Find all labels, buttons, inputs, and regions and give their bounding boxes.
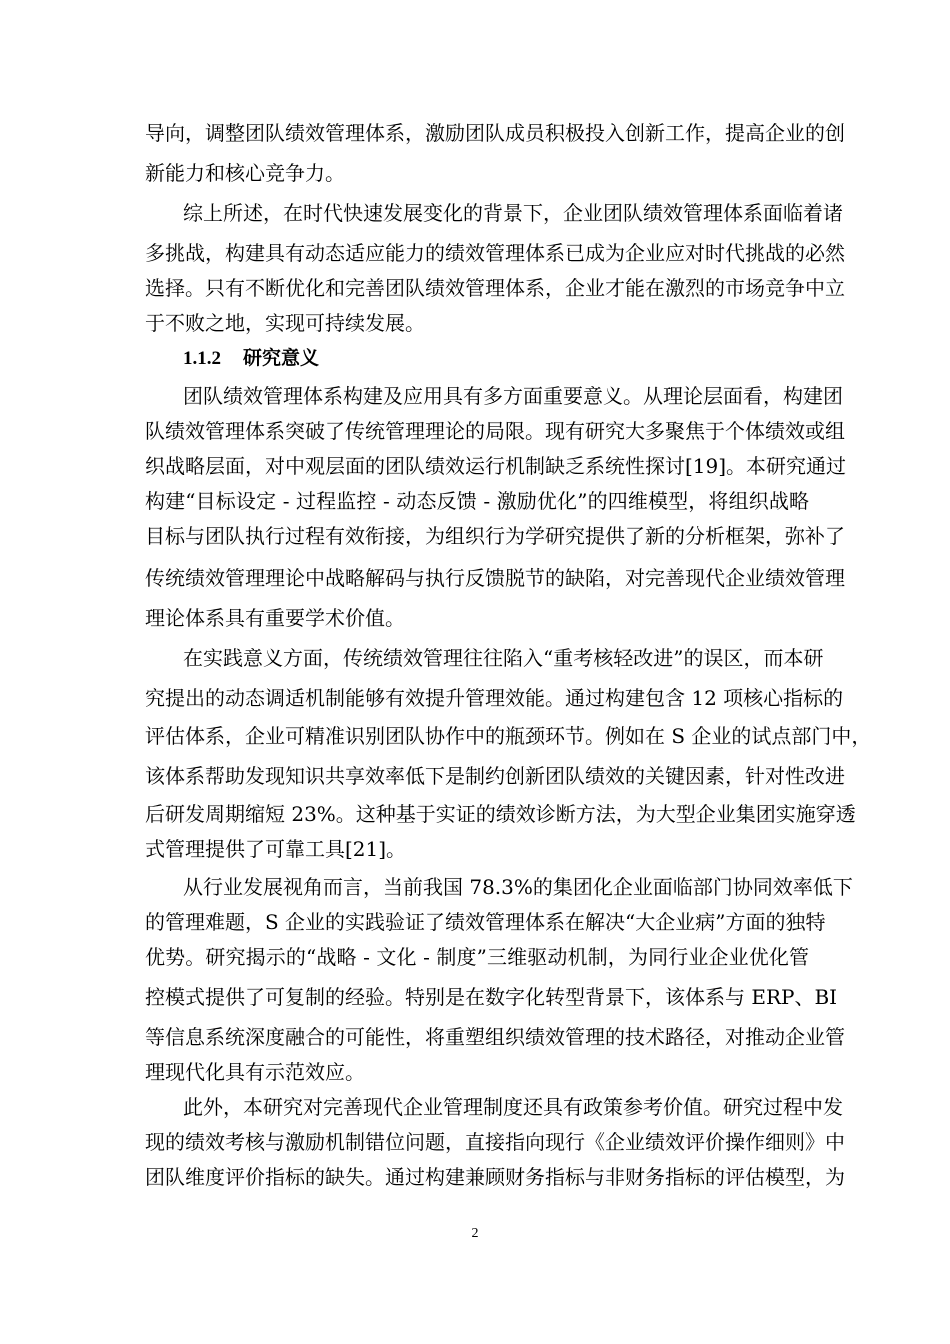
paragraph-line: 多挑战，构建具有动态适应能力的绩效管理体系已成为企业应对时代挑战的必然 <box>145 241 845 265</box>
paragraph-line: 式管理提供了可靠工具[21]。 <box>145 837 407 861</box>
paragraph-line: 导向，调整团队绩效管理体系，激励团队成员积极投入创新工作，提高企业的创 <box>145 121 845 145</box>
paragraph-line: 传统绩效管理理论中战略解码与执行反馈脱节的缺陷，对完善现代企业绩效管理 <box>145 566 845 590</box>
paragraph-line: 等信息系统深度融合的可能性，将重塑组织绩效管理的技术路径，对推动企业管 <box>145 1025 845 1049</box>
section-number: 1.1.2 <box>183 348 221 369</box>
paragraph-line: 构建“目标设定 - 过程监控 - 动态反馈 - 激励优化”的四维模型，将组织战略 <box>145 489 809 513</box>
paragraph-line: 目标与团队执行过程有效衔接，为组织行为学研究提供了新的分析框架，弥补了 <box>145 524 845 548</box>
paragraph-line: 后研发周期缩短 23%。这种基于实证的绩效诊断方法，为大型企业集团实施穿透 <box>145 802 856 826</box>
paragraph-line: 综上所述，在时代快速发展变化的背景下，企业团队绩效管理体系面临着诸 <box>183 201 843 225</box>
paragraph-line: 织战略层面，对中观层面的团队绩效运行机制缺乏系统性探讨[19]。本研究通过 <box>145 454 847 478</box>
paragraph-line: 团队维度评价指标的缺失。通过构建兼顾财务指标与非财务指标的评估模型，为 <box>145 1165 845 1189</box>
section-title: 研究意义 <box>243 347 320 369</box>
paragraph-line: 从行业发展视角而言，当前我国 78.3%的集团化企业面临部门协同效率低下 <box>183 875 853 899</box>
paragraph-line: 现的绩效考核与激励机制错位问题，直接指向现行《企业绩效评价操作细则》中 <box>145 1130 845 1154</box>
paragraph-line: 此外，本研究对完善现代企业管理制度还具有政策参考价值。研究过程中发 <box>183 1095 843 1119</box>
paragraph-line: 团队绩效管理体系构建及应用具有多方面重要意义。从理论层面看，构建团 <box>183 384 843 408</box>
paragraph-line: 新能力和核心竞争力。 <box>145 161 345 185</box>
paragraph-line: 该体系帮助发现知识共享效率低下是制约创新团队绩效的关键因素，针对性改进 <box>145 764 845 788</box>
paragraph-line: 选择。只有不断优化和完善团队绩效管理体系，企业才能在激烈的市场竞争中立 <box>145 276 845 300</box>
paragraph-line: 评估体系，企业可精准识别团队协作中的瓶颈环节。例如在 S 企业的试点部门中， <box>145 724 872 748</box>
paragraph-line: 于不败之地，实现可持续发展。 <box>145 311 425 335</box>
paragraph-line: 优势。研究揭示的“战略 - 文化 - 制度”三维驱动机制，为同行业企业优化管 <box>145 945 809 969</box>
paragraph-line: 理现代化具有示范效应。 <box>145 1060 365 1084</box>
page-number: 2 <box>471 1226 479 1241</box>
paragraph-line: 在实践意义方面，传统绩效管理往往陷入“重考核轻改进”的误区，而本研 <box>183 646 824 670</box>
paragraph-line: 究提出的动态调适机制能够有效提升管理效能。通过构建包含 12 项核心指标的 <box>145 686 844 710</box>
paragraph-line: 的管理难题，S 企业的实践验证了绩效管理体系在解决“大企业病”方面的独特 <box>145 910 826 934</box>
paragraph-line: 队绩效管理体系突破了传统管理理论的局限。现有研究大多聚焦于个体绩效或组 <box>145 419 845 443</box>
section-heading <box>183 338 319 378</box>
paragraph-line: 控模式提供了可复制的经验。特别是在数字化转型背景下，该体系与 ERP、BI <box>145 985 838 1009</box>
paragraph-line: 理论体系具有重要学术价值。 <box>145 606 405 630</box>
